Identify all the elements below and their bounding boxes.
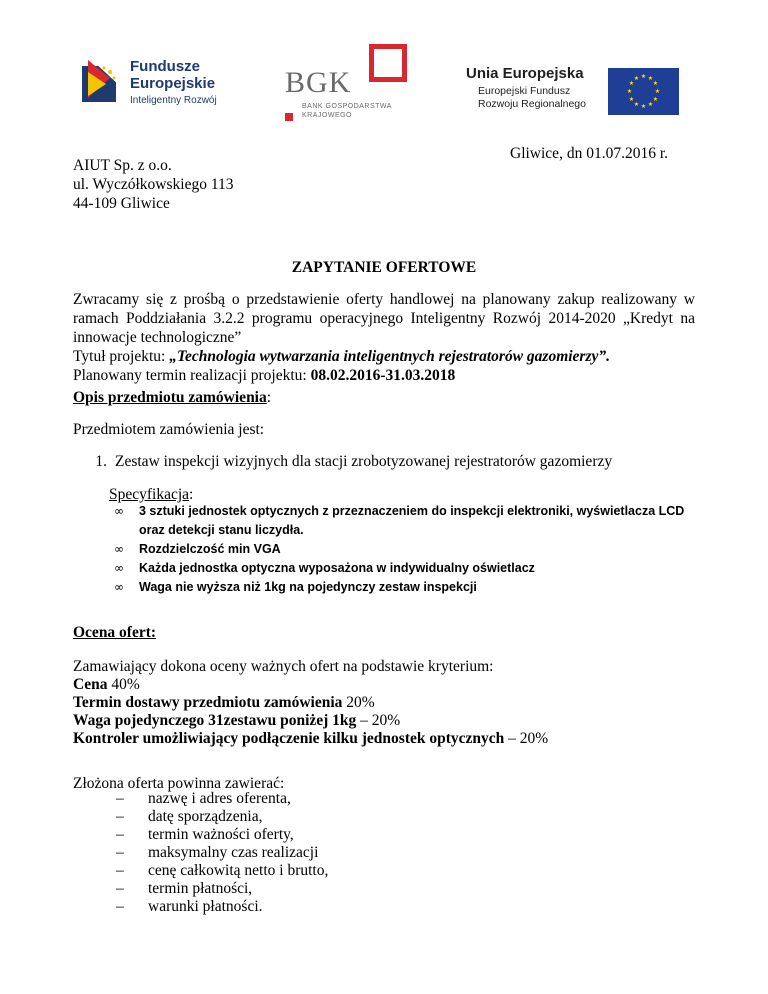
fundusze-europejskie-logo bbox=[80, 58, 240, 108]
dash-bullet-icon: – bbox=[116, 790, 124, 807]
list-item bbox=[116, 898, 328, 916]
numbered-item bbox=[73, 452, 612, 471]
section-offer-evaluation bbox=[73, 623, 156, 642]
criterion-label: Termin dostawy przedmiotu zamówienia bbox=[73, 694, 343, 711]
svg-text:★: ★ bbox=[647, 75, 654, 82]
offer-item-text: nazwę i adres oferenta, bbox=[148, 790, 291, 807]
criterion-label: Cena bbox=[73, 676, 108, 693]
list-item bbox=[109, 502, 704, 540]
infinity-bullet-icon: ∞ bbox=[114, 542, 124, 556]
offer-item-text: cenę całkowitą netto i brutto, bbox=[148, 862, 329, 879]
svg-text:★: ★ bbox=[628, 80, 635, 87]
infinity-bullet-icon: ∞ bbox=[114, 504, 124, 518]
criterion-row bbox=[73, 730, 548, 748]
project-title-line bbox=[73, 347, 695, 366]
bgk-square-icon bbox=[369, 44, 407, 82]
ue-line2: Europejski Fundusz bbox=[478, 85, 571, 97]
svg-text:★: ★ bbox=[626, 88, 633, 95]
criterion-row bbox=[73, 694, 548, 712]
spec-item-text: Rozdzielczość min VGA bbox=[139, 542, 281, 556]
project-title-label: Tytuł projektu: bbox=[73, 348, 170, 365]
offer-item-text: datę sporządzenia, bbox=[148, 808, 263, 825]
unia-europejska-logo bbox=[466, 65, 681, 125]
list-item bbox=[109, 559, 704, 578]
dash-bullet-icon: – bbox=[116, 844, 124, 861]
fundusze-line1: Fundusze bbox=[130, 58, 200, 75]
list-item bbox=[116, 844, 328, 862]
intro-block bbox=[73, 290, 695, 385]
list-item bbox=[109, 578, 704, 597]
criterion-value: – 20% bbox=[356, 712, 401, 729]
address-line: 44-109 Gliwice bbox=[73, 195, 170, 212]
criterion-label: Kontroler umożliwiający podłączenie kilku jednostek optycznych bbox=[73, 730, 505, 747]
svg-text:★: ★ bbox=[628, 96, 635, 103]
fundusze-europejskie-emblem-icon bbox=[80, 58, 124, 104]
ue-line3: Rozwoju Regionalnego bbox=[478, 98, 586, 110]
svg-text:★: ★ bbox=[640, 103, 647, 110]
bgk-mark: BGK bbox=[285, 66, 352, 99]
criterion-value: 40% bbox=[107, 676, 140, 693]
svg-text:★: ★ bbox=[652, 96, 659, 103]
svg-text:★: ★ bbox=[633, 101, 640, 108]
document-title: ZAPYTANIE OFERTOWE bbox=[291, 259, 477, 276]
bgk-sub1: BANK GOSPODARSTWA bbox=[302, 103, 392, 110]
recipient-address bbox=[73, 156, 234, 213]
svg-text:★: ★ bbox=[647, 101, 654, 108]
eu-flag-icon bbox=[608, 68, 679, 115]
dash-bullet-icon: – bbox=[116, 808, 124, 825]
criteria-block bbox=[73, 658, 548, 748]
address-line: AIUT Sp. z o.o. bbox=[73, 157, 172, 174]
offer-item-text: termin ważności oferty, bbox=[148, 826, 294, 843]
criterion-row bbox=[73, 676, 548, 694]
svg-text:★: ★ bbox=[640, 73, 647, 80]
project-term-label: Planowany termin realizacji projektu: bbox=[73, 367, 311, 384]
dash-bullet-icon: – bbox=[116, 826, 124, 843]
address-line: ul. Wyczółkowskiego 113 bbox=[73, 176, 234, 193]
infinity-bullet-icon: ∞ bbox=[114, 561, 124, 575]
list-item bbox=[116, 862, 328, 880]
svg-text:★: ★ bbox=[633, 75, 640, 82]
dash-bullet-icon: – bbox=[116, 862, 124, 879]
spec-label: Specyfikacja bbox=[109, 486, 190, 503]
offer-contents-heading: Złożona oferta powinna zawierać: bbox=[73, 775, 285, 792]
list-item bbox=[116, 826, 328, 844]
document-date: Gliwice, dn 01.07.2016 r. bbox=[510, 145, 668, 162]
bgk-red-dot-icon bbox=[285, 113, 293, 121]
bgk-logo bbox=[285, 40, 410, 120]
section-evaluation-heading: Ocena ofert: bbox=[73, 624, 157, 641]
project-term-value: 08.02.2016-31.03.2018 bbox=[310, 367, 456, 384]
spec-item-text: 3 sztuki jednostek optycznych z przeznaczeniem do inspekcji elektroniki, wyświetlacza LCD oraz detekcji stanu liczydła. bbox=[139, 504, 685, 537]
svg-text:★: ★ bbox=[654, 88, 661, 95]
offer-item-text: warunki płatności. bbox=[148, 898, 263, 915]
section-order-description bbox=[73, 388, 271, 407]
offer-item-text: maksymalny czas realizacji bbox=[148, 844, 319, 861]
project-term-line bbox=[73, 366, 695, 385]
list-item bbox=[116, 790, 328, 808]
item-text: Zestaw inspekcji wizyjnych dla stacji zrobotyzowanej rejestratorów gazomierzy bbox=[115, 453, 613, 470]
infinity-bullet-icon: ∞ bbox=[114, 580, 124, 594]
dash-bullet-icon: – bbox=[116, 898, 124, 915]
list-item bbox=[116, 808, 328, 826]
ue-line1: Unia Europejska bbox=[466, 65, 584, 82]
criterion-label: Waga pojedynczego 31zestawu poniżej 1kg bbox=[73, 712, 357, 729]
criterion-value: – 20% bbox=[504, 730, 549, 747]
list-item bbox=[116, 880, 328, 898]
intro-paragraph: Zwracamy się z prośbą o przedstawienie oferty handlowej na planowany zakup realizowany w ramach Poddziałania 3.2.2 programu operacyjnego Inteligentny Rozwój 2014-2020 „Kredyt na innowacje technologiczne” bbox=[73, 291, 695, 346]
section-order-colon: : bbox=[266, 389, 272, 406]
fundusze-line2: Europejskie bbox=[130, 75, 216, 92]
spec-colon: : bbox=[189, 486, 194, 503]
bgk-sub2: KRAJOWEGO bbox=[302, 112, 353, 119]
dash-bullet-icon: – bbox=[116, 880, 124, 897]
spec-item-text: Waga nie wyższa niż 1kg na pojedynczy zestaw inspekcji bbox=[139, 580, 477, 594]
project-title-value: „Technologia wytwarzania inteligentnych rejestratorów gazomierzy”. bbox=[169, 348, 610, 365]
subject-intro: Przedmiotem zamówienia jest: bbox=[73, 421, 265, 438]
criteria-intro: Zamawiający dokona oceny ważnych ofert na podstawie kryterium: bbox=[73, 658, 494, 675]
section-order-heading: Opis przedmiotu zamówienia bbox=[73, 389, 267, 406]
offer-contents-list bbox=[116, 790, 328, 916]
logo-bar bbox=[0, 40, 768, 130]
list-item bbox=[109, 540, 704, 559]
spec-list bbox=[109, 502, 704, 597]
fundusze-line3: Inteligentny Rozwój bbox=[130, 95, 217, 106]
item-number: 1. bbox=[95, 453, 107, 470]
svg-text:★: ★ bbox=[652, 80, 659, 87]
criterion-row bbox=[73, 712, 548, 730]
criterion-value: 20% bbox=[342, 694, 375, 711]
spec-item-text: Każda jednostka optyczna wyposażona w indywidualny oświetlacz bbox=[139, 561, 535, 575]
offer-item-text: termin płatności, bbox=[148, 880, 253, 897]
